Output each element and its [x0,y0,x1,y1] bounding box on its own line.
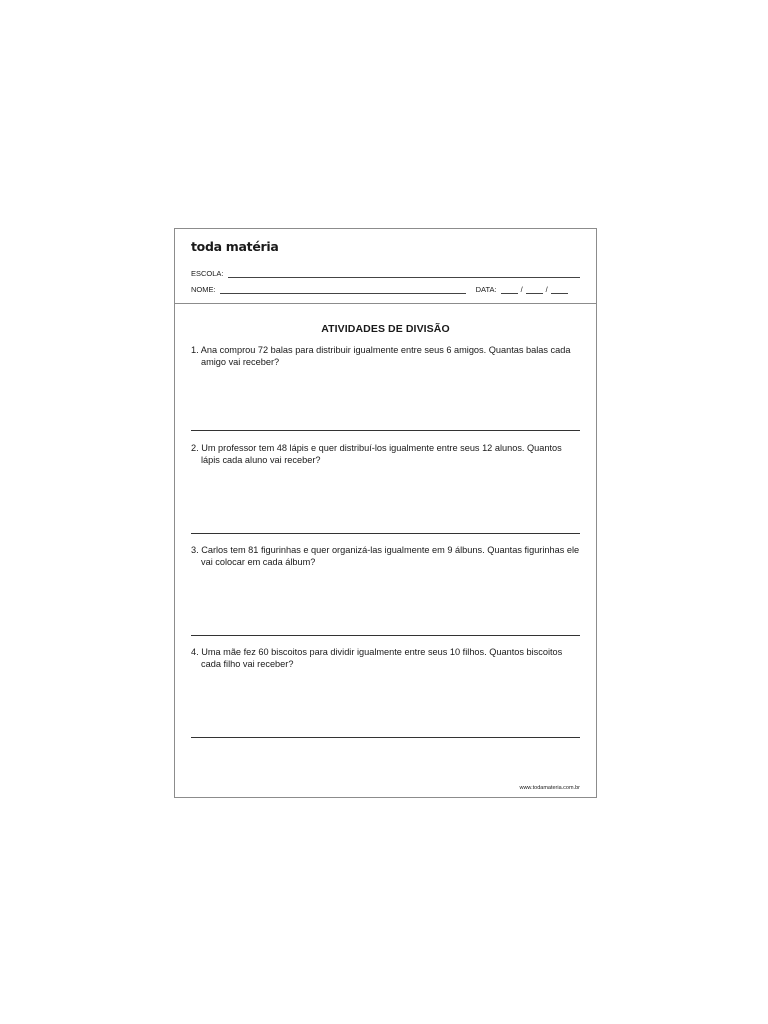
date-separator: / [520,285,523,294]
question-4: 4. Uma mãe fez 60 biscoitos para dividir igualmente entre seus 10 filhos. Quantos biscoitos cada filho vai receber? [191,647,563,669]
answer-line-4 [191,737,580,738]
name-blank [220,284,466,294]
date-separator: / [545,285,548,294]
answer-line-3 [191,635,580,636]
date-month-blank [526,284,543,294]
brand-logo: toda matéria [191,239,279,254]
school-field-row [191,266,580,278]
question-3: 3. Carlos tem 81 figurinhas e quer organizá-las igualmente em 9 álbuns. Quantas figurinhas ele vai colocar em cada álbum? [191,545,580,567]
worksheet [174,228,597,798]
date-label: DATA: [475,285,497,294]
school-blank [228,268,580,278]
header-divider [175,303,596,304]
answer-line-2 [191,533,580,534]
school-label: ESCOLA: [191,269,224,278]
question-2: 2. Um professor tem 48 lápis e quer distribuí-los igualmente entre seus 12 alunos. Quantos lápis cada aluno vai receber? [191,443,562,465]
name-date-field-row [191,282,580,294]
date-day-blank [501,284,518,294]
worksheet-title: ATIVIDADES DE DIVISÃO [321,323,450,335]
question-1: 1. Ana comprou 72 balas para distribuir igualmente entre seus 6 amigos. Quantas balas cada amigo vai receber? [191,345,571,367]
answer-line-1 [191,430,580,431]
date-year-blank [551,284,568,294]
footer-url: www.todamateria.com.br [519,785,580,791]
name-label: NOME: [191,285,216,294]
